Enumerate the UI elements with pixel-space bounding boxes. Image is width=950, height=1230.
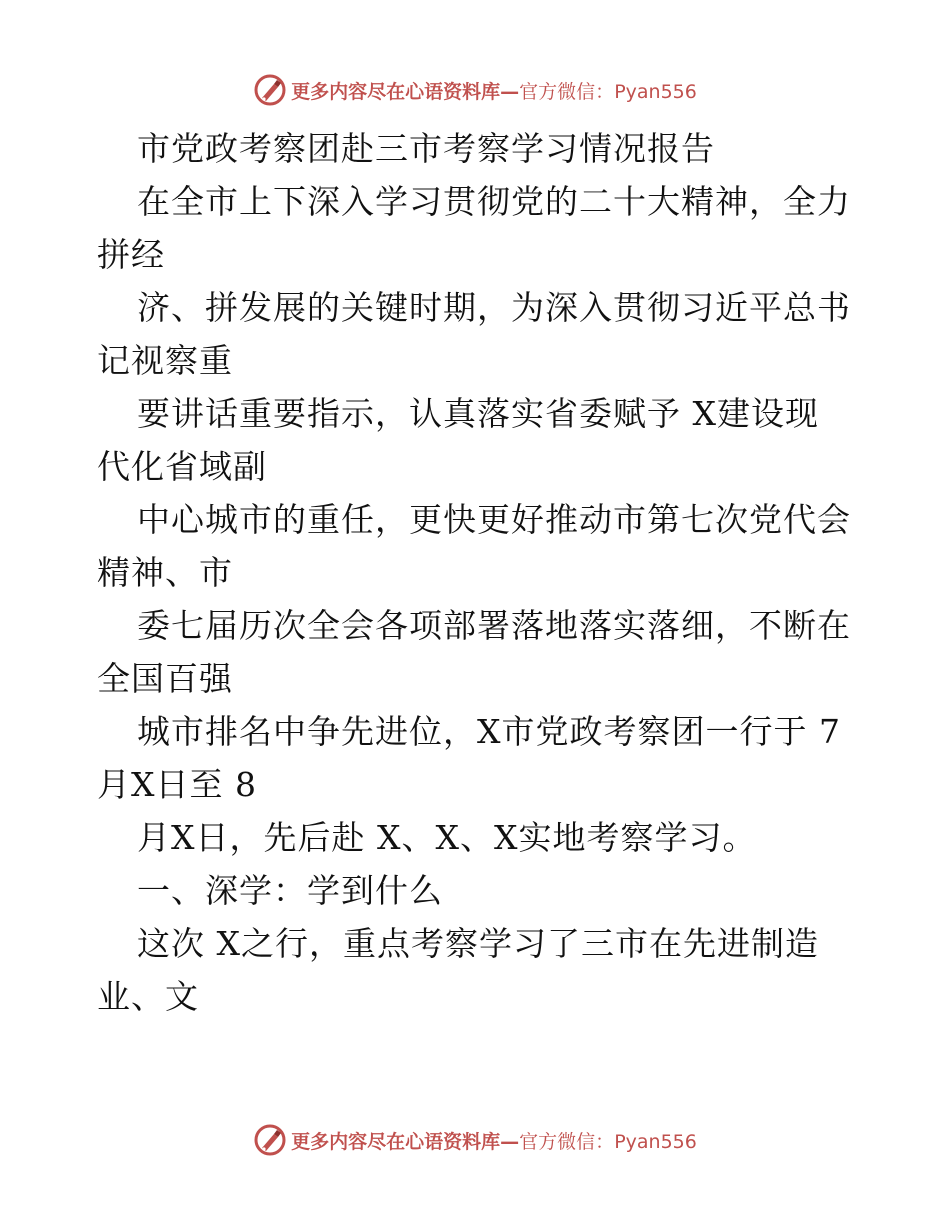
text-line: 月X日，先后赴 X、X、X实地考察学习。 (137, 818, 757, 857)
text-line: 济、拼发展的关键时期，为深入贯彻习近平总书 (137, 288, 851, 327)
text-line: 代化省域副 (97, 447, 267, 486)
banner-account: Pyan556 (614, 80, 697, 103)
text-line: 业、文 (97, 977, 199, 1016)
banner-wechat-label: 官方微信： (519, 80, 615, 103)
document-body (97, 122, 857, 1023)
text-line: 中心城市的重任，更快更好推动市第七次党代会 (137, 500, 851, 539)
banner-separator: — (500, 80, 520, 103)
text-line: 拼经 (97, 235, 165, 274)
text-line: 这次 X之行，重点考察学习了三市在先进制造 (137, 924, 819, 963)
banner-wechat-label: 官方微信： (519, 1130, 615, 1153)
header-banner (0, 70, 950, 110)
text-line: 全国百强 (97, 659, 233, 698)
banner-account: Pyan556 (614, 1130, 697, 1153)
text-line: 精神、市 (97, 553, 233, 592)
text-line: 一、深学：学到什么 (137, 871, 443, 910)
text-line: 月X日至 8 (97, 765, 257, 804)
text-line: 市党政考察团赴三市考察学习情况报告 (137, 129, 715, 168)
pen-logo-icon (253, 73, 287, 107)
text-line: 城市排名中争先进位，X市党政考察团一行于 7 (137, 712, 841, 751)
footer-banner (0, 1120, 950, 1160)
text-line: 记视察重 (97, 341, 233, 380)
banner-separator: — (500, 1130, 520, 1153)
pen-logo-icon (253, 1123, 287, 1157)
banner-slogan: 更多内容尽在心语资料库 (291, 1130, 501, 1153)
banner-slogan: 更多内容尽在心语资料库 (291, 80, 501, 103)
text-line: 在全市上下深入学习贯彻党的二十大精神，全力 (137, 182, 851, 221)
text-line: 要讲话重要指示，认真落实省委赋予 X建设现 (137, 394, 819, 433)
text-line: 委七届历次全会各项部署落地落实落细，不断在 (137, 606, 851, 645)
